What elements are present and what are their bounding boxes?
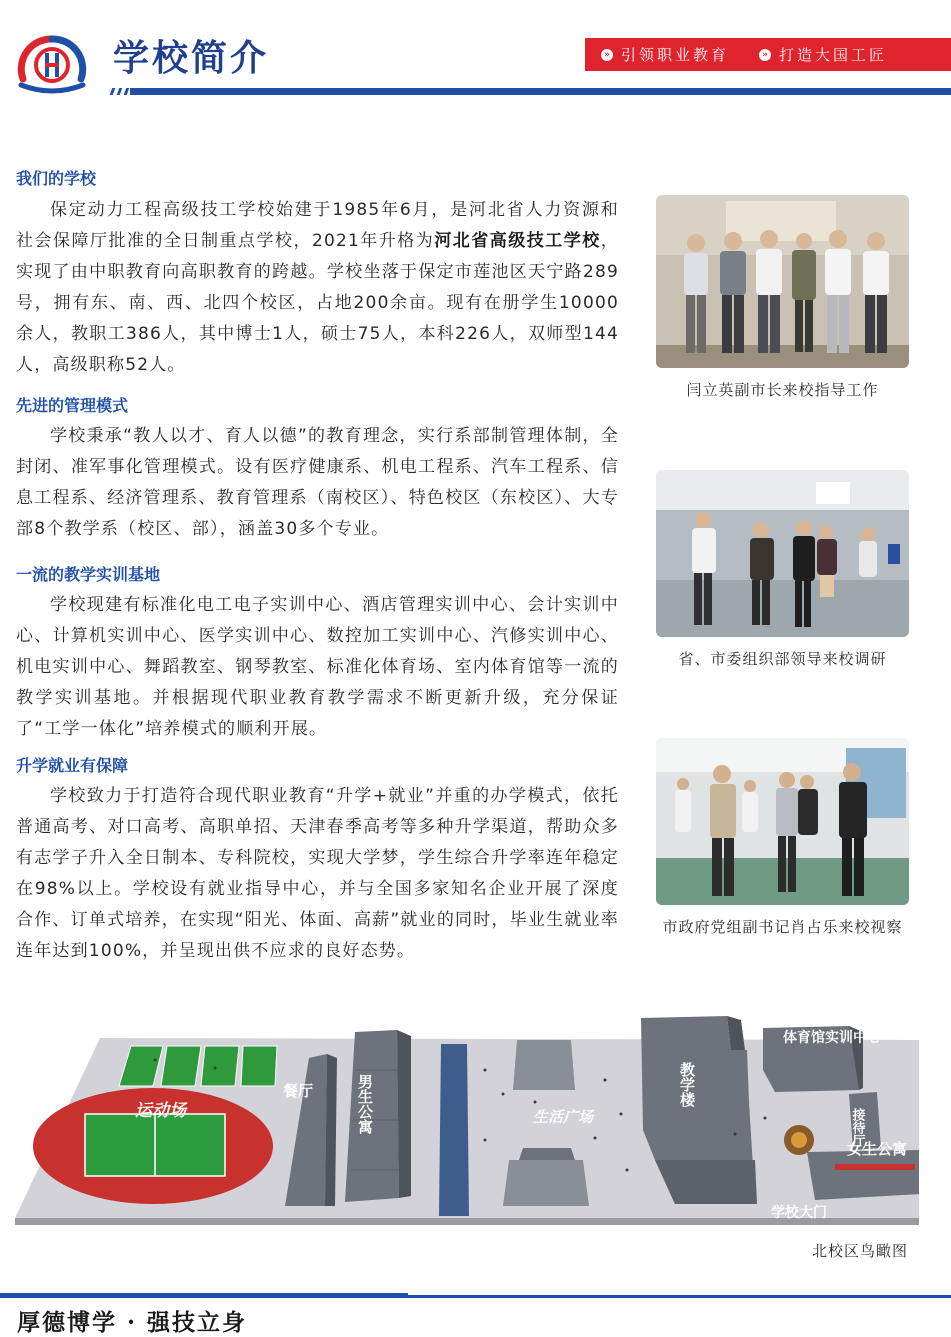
section-heading-management: 先进的管理模式 <box>16 396 129 415</box>
map-label-gate: 学校大门 <box>771 1205 827 1221</box>
section-body-training-base: 学校现建有标准化电工电子实训中心、酒店管理实训中心、会计实训中心、计算机实训中心、医学实训中心、数控加工实训中心、汽修实训中心、机电实训中心、舞蹈教室、钢琴教室、标准化体育场、室内体育馆等一流的教学实训基地。并根据现代职业教育教学需求不断更新升级，充分保证了“工学一体化”培养模式的顺利开展。 <box>16 595 619 739</box>
chevron-right-icon: » <box>601 49 613 61</box>
boys-dormitory <box>345 1030 411 1202</box>
header-divider <box>108 88 951 95</box>
school-logo <box>15 33 89 97</box>
map-label-stadium: 运动场 <box>135 1101 186 1121</box>
photo-caption: 市政府党组副书记肖占乐来校视察 <box>662 918 903 936</box>
footer-divider-thick <box>0 1293 408 1298</box>
photo-caption: 闫立英副市长来校指导工作 <box>686 381 879 399</box>
section-body-our-school <box>16 195 619 381</box>
footer-divider-thin <box>408 1295 951 1298</box>
section-body-employment: 学校致力于打造符合现代职业教育“升学+就业”并重的办学模式，依托普通高考、对口高考、高职单招、天津春季高考等多种升学渠道，帮助众多有志学子升入全日制本、专科院校，实现大学梦，学生综合升学率连年稳定在98%以上。学校设有就业指导中心，并与全国多家知名企业开展了深度合作、订单式培养，在实现“阳光、体面、高薪”就业的同时，毕业生就业率连年达到100%，并呈现出供不应求的良好态势。 <box>16 786 619 961</box>
map-caption: 北校区鸟瞰图 <box>811 1242 908 1260</box>
chevron-right-icon: » <box>759 49 771 61</box>
divider-stripe <box>124 88 130 95</box>
section-heading-employment: 升学就业有保障 <box>16 756 129 775</box>
map-label-boys-dorm: 男生公寓 <box>356 1074 374 1134</box>
map-label-teaching-building: 教学楼 <box>678 1062 696 1107</box>
slogan-text: 引领职业教育 <box>621 46 730 64</box>
section-heading-training-base: 一流的教学实训基地 <box>16 565 161 584</box>
divider-stripe <box>117 88 123 95</box>
map-label-plaza: 生活广场 <box>533 1108 594 1126</box>
section-heading-our-school: 我们的学校 <box>16 169 97 188</box>
slogan-banner <box>585 38 951 71</box>
divider-stripe <box>110 88 116 95</box>
school-motto: 厚德博学 · 强技立身 <box>17 1309 248 1336</box>
slogan-item <box>601 44 729 65</box>
map-label-canteen: 餐厅 <box>283 1082 314 1100</box>
fountain-center <box>791 1132 807 1148</box>
body-text: 保定动力工程高级技工学校始建于1985年6月，是河北省人力资源和社会保障厅批准的全日制重点学校，2021年升格为 <box>16 200 619 251</box>
body-text-bold: 河北省高级技工学校 <box>434 231 601 251</box>
body-text: ，实现了由中职教育向高职教育的跨越。学校坐落于保定市莲池区天宁路289号，拥有东、南、西、北四个校区，占地200余亩。现有在册学生10000余人，教职工386人，其中博士1人，硕士75人，本科226人，双师型144人，高级职称52人。 <box>16 231 619 375</box>
page-title: 学校简介 <box>113 38 270 79</box>
map-label-gym: 体育馆实训中心 <box>783 1030 881 1046</box>
photo-organization-visit <box>656 470 909 637</box>
campus-aerial-map <box>15 1010 919 1225</box>
photo-government-visit <box>656 738 909 905</box>
photo-officials-visit <box>656 195 909 368</box>
slogan-item <box>759 44 887 65</box>
section-body-management: 学校秉承“教人以才、育人以德”的教育理念，实行系部制管理体制，全封闭、准军事化管理模式。设有医疗健康系、机电工程系、汽车工程系、信息工程系、经济管理系、教育管理系（南校区）、特色校区（东校区）、大专部8个教学系（校区、部），涵盖30多个专业。 <box>16 426 619 539</box>
map-label-reception: 接待厅 <box>849 1108 865 1147</box>
slogan-text: 打造大国工匠 <box>779 46 888 64</box>
photo-caption: 省、市委组织部领导来校调研 <box>678 650 887 668</box>
map-label-girls-dorm: 女生公寓 <box>847 1140 908 1158</box>
divider-bar <box>130 88 951 95</box>
